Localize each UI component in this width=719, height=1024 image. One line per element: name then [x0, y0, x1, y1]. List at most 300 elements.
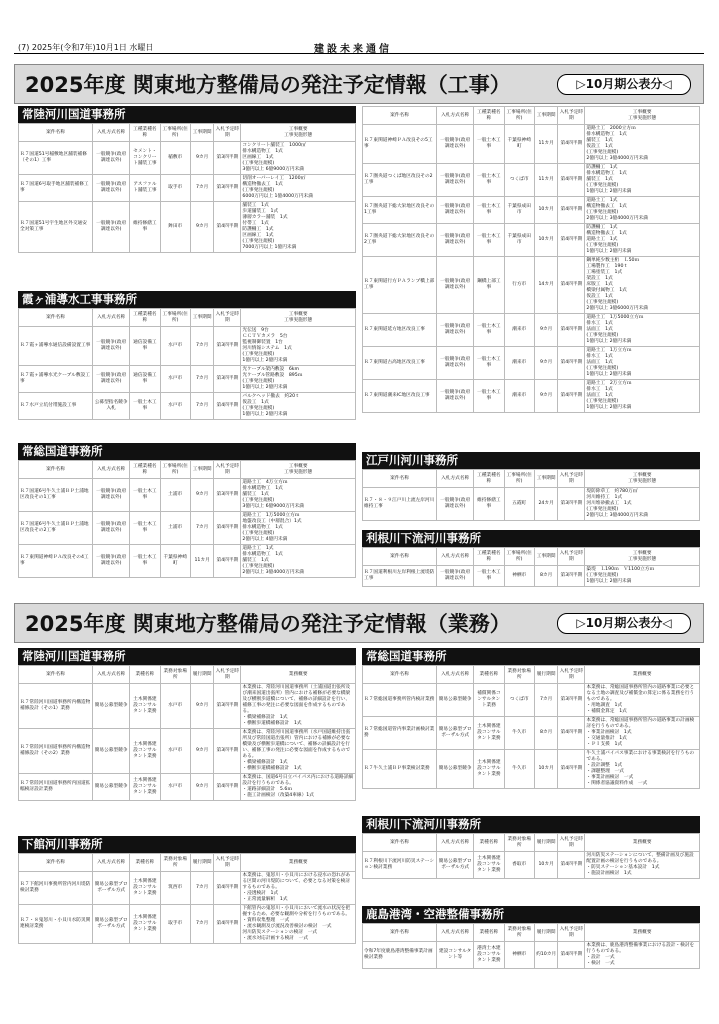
table-cell: 一般競争(政府調達以外) [437, 257, 474, 314]
works-banner [14, 64, 704, 104]
table-cell: 9カ月 [190, 684, 214, 729]
column-header: 工種業種名称 [130, 309, 160, 327]
services-section-joso [362, 648, 700, 789]
works-table [362, 547, 700, 587]
column-header: 入札予定時期 [558, 924, 585, 942]
table-cell: 第4四半期 [214, 202, 241, 253]
table-row [19, 479, 356, 512]
table-cell: 筑西市 [160, 872, 190, 905]
column-header: 案件名称 [363, 924, 437, 942]
table-cell: 鉾田市 [160, 202, 190, 253]
table-cell: 11カ月 [534, 164, 558, 197]
column-header: 履行期間 [534, 924, 558, 942]
page-header [14, 40, 704, 54]
table-cell: 本業務は、常総国道事務所管内の道路事業の計画検討を行うものである。 ・事業計画検討 1式 ・交通量推計 1式 ・ＰＩ支援 1式 [585, 717, 700, 750]
table-cell: 一般土木工事 [474, 224, 504, 257]
table-cell: 一般競争(政府調達以外) [93, 327, 130, 366]
table-cell: 行方市 [504, 257, 534, 314]
table-cell: 一般土木工事 [474, 380, 504, 413]
table-cell: 簡易公募型競争 [93, 774, 130, 801]
table-cell: 一般競争(政府調達以外) [437, 224, 474, 257]
section-heading: 常陸河川国道事務所 [18, 648, 356, 665]
table-cell: 潮来市 [504, 380, 534, 413]
works-table [18, 123, 356, 253]
table-cell: 牛久土浦バイパス事業における事業検討を行うものである。 ・設計調整 1式 ・課題整理 一式 ・事業計画検討 一式 ・関係者協議資料作成 一式 [585, 750, 700, 789]
table-cell: 7カ月 [190, 872, 214, 905]
works-section-edogawa [362, 452, 700, 521]
column-header: 工種業種名称 [130, 461, 160, 479]
table-cell: 一般競争(政府調達以外) [93, 545, 130, 578]
table-cell: 土浦市 [160, 479, 190, 512]
column-header: 業務対象場所 [160, 666, 190, 684]
column-header: 履行期間 [190, 666, 214, 684]
table-cell: 9カ月 [190, 479, 214, 512]
table-cell: バルクヘッド撤去 約20ｔ 仮設工 1式 (工事発注規模) 1億円以上 2億円未満 [241, 393, 356, 420]
table-cell: Ｒ７東関道行方ＰＡランプ橋上部工事 [363, 257, 437, 314]
column-header: 案件名称 [19, 666, 93, 684]
table-cell: 神栖市 [504, 942, 534, 969]
table-cell: 香取市 [504, 852, 534, 879]
table-cell: 7カ月 [190, 175, 214, 202]
column-header: 入札予定時期 [558, 470, 585, 488]
table-cell: 10カ月 [534, 852, 558, 879]
column-header: 業務対象場所 [504, 666, 534, 684]
table-cell: セメント・コンクリート舗装工事 [130, 142, 160, 175]
table-row [363, 125, 700, 164]
newspaper-name: 建設未来通信 [314, 44, 392, 55]
table-cell: 道路土工 1万立方ｍ 排水工 1式 法面工 1式 (工事発注規模) 1億円以上 2億円未満 [585, 347, 700, 380]
table-cell: 簡易公募型プロポーザル方式 [93, 872, 130, 905]
column-header: 工種業種名称 [474, 470, 504, 488]
table-cell: Ｒ７国道51号稲敷地区舗装補修（その1）工事 [19, 142, 93, 175]
section-heading: 鹿島港湾・空港整備事務所 [362, 906, 700, 923]
column-header: 工事期間 [190, 461, 214, 479]
table-row [19, 202, 356, 253]
table-cell: 土木関係建設コンサルタント業務 [130, 774, 160, 801]
works-table [18, 308, 356, 420]
table-cell: Ｒ７圏央道つくば地区改良その2工事 [363, 164, 437, 197]
column-header: 業務概要 [585, 834, 700, 852]
table-cell: 一般土木工事 [130, 545, 160, 578]
services-banner [14, 603, 704, 643]
table-cell: 水戸市 [160, 393, 190, 420]
table-row [19, 142, 356, 175]
column-header: 工事概要 工事実施形態 [241, 309, 356, 327]
table-cell: 簡易公募型競争 [93, 684, 130, 729]
table-row [19, 872, 356, 905]
column-header: 入札予定時期 [214, 854, 241, 872]
table-cell: Ｒ７利根川下流河川防災ステーション検討業務 [363, 852, 437, 879]
table-cell: 公募型指名競争入札 [93, 393, 130, 420]
works-table [362, 106, 700, 413]
table-cell: 鋼橋上部工事 [474, 257, 504, 314]
table-header-row [363, 470, 700, 488]
table-row [363, 380, 700, 413]
table-cell: Ｒ７常陸河川国道事務所内構造物補修設計（その1）業務 [19, 684, 93, 729]
table-cell: 11カ月 [190, 545, 214, 578]
works-section-tonegawa [362, 530, 700, 587]
table-cell: 本業務は、鬼怒川・小貝川における浸水の恐れがある区間の河川堤防について、必要となる対策を検討するものである。 ・浸透検討 1式 ・正常流量解析 1式 [241, 872, 356, 905]
column-header: 工事期間 [534, 470, 558, 488]
services-table [362, 665, 700, 789]
table-header-row [363, 548, 700, 566]
section-heading: 下館河川事務所 [18, 836, 356, 853]
table-header-row [19, 854, 356, 872]
column-header: 工事場所(住所) [504, 470, 534, 488]
table-cell: 第4四半期 [558, 347, 585, 380]
services-title: 2025年度 関東地方整備局の発注予定情報（業務） [25, 612, 511, 636]
column-header: 業種名称 [130, 854, 160, 872]
table-cell: 第4四半期 [558, 164, 585, 197]
table-cell: 一般競争(政府調達以外) [93, 512, 130, 545]
services-section-shimodate [18, 836, 356, 944]
table-cell: 一般土木工事 [474, 566, 504, 587]
table-header-row [363, 924, 700, 942]
services-section-kashima [362, 906, 700, 969]
table-row [363, 566, 700, 587]
column-header: 入札方式名称 [93, 666, 130, 684]
table-cell: 第4四半期 [558, 257, 585, 314]
table-cell: 道路土工 1万5000立方ｍ 地盤改良工（中層混合）1式 排水構造物工 1式 (工事発注規模) 2億円以上 4億円未満 [241, 512, 356, 545]
table-cell: 9カ月 [190, 202, 214, 253]
table-row [19, 905, 356, 944]
table-cell: 土木関係建設コンサルタント業務 [474, 852, 504, 879]
table-cell: 土木関係建設コンサルタント業務 [130, 684, 160, 729]
column-header: 案件名称 [19, 124, 93, 142]
table-cell: 一般競争(政府調達以外) [437, 488, 474, 521]
table-cell: 道路土工 2万立方ｍ 排水工 1式 法面工 1式 (工事発注規模) 1億円以上 2億円未満 [585, 380, 700, 413]
column-header: 入札方式名称 [437, 666, 474, 684]
table-cell: Ｒ７常総国道事務所管内検討業務 [363, 684, 437, 717]
table-header-row [363, 834, 700, 852]
section-heading: 利根川下流河川事務所 [362, 816, 700, 833]
table-row [363, 684, 700, 717]
table-cell: 築堤 Ｌ190ｍ Ｖ1100立方ｍ (工事発注規模) 1億円以上 2億円未満 [585, 566, 700, 587]
table-cell: 河川防災ステーションについて、整備計画及び施設配置計画の検討を行うものである。 ・防災ステーション基本設計 1式 ・施設計画検討 1式 [585, 852, 700, 879]
table-cell: 第4四半期 [558, 197, 585, 224]
table-cell: 第4四半期 [558, 380, 585, 413]
table-cell: 第4四半期 [214, 512, 241, 545]
column-header: 業務対象場所 [504, 924, 534, 942]
table-cell: 24カ月 [534, 488, 558, 521]
table-row [19, 729, 356, 774]
services-table [18, 853, 356, 944]
column-header: 案件名称 [19, 309, 93, 327]
table-cell: 10カ月 [534, 224, 558, 257]
table-cell: 第3四半期 [214, 366, 241, 393]
works-table [18, 460, 356, 578]
table-cell: 一般土木工事 [474, 197, 504, 224]
table-cell: Ｒ７常陸河川国道事務所内構造物補修設計（その2）業務 [19, 729, 93, 774]
table-cell: 第4四半期 [214, 905, 241, 944]
column-header: 入札予定時期 [214, 666, 241, 684]
column-header: 業務対象場所 [160, 854, 190, 872]
table-row [19, 545, 356, 578]
column-header: 業務対象場所 [504, 834, 534, 852]
table-row [19, 366, 356, 393]
table-cell: 11カ月 [534, 125, 558, 164]
column-header: 入札方式名称 [437, 548, 474, 566]
table-cell: 9カ月 [190, 774, 214, 801]
table-cell: 一般競争(政府調達以外) [93, 366, 130, 393]
works-badge: ▷10月期公表分◁ [557, 74, 691, 95]
table-cell: 土木関係建設コンサルタント業務 [130, 905, 160, 944]
column-header: 案件名称 [19, 854, 93, 872]
table-cell: 9カ月 [190, 729, 214, 774]
table-cell: Ｒ７国道6号牛久土浦ＢＰ土浦地区改良その2工事 [19, 512, 93, 545]
column-header: 入札予定時期 [214, 461, 241, 479]
table-cell: Ｒ７霞ヶ浦導水通信設備設置工事 [19, 327, 93, 366]
table-cell: 舗装工 1式 歩道舗装工 1式 薄層カラー舗装 1式 付帯工 1式 防護柵工 1式 区画線工 1式 (工事発注規模) 7000万円以上 1億円未満 [241, 202, 356, 253]
services-section-tonegawa [362, 816, 700, 879]
table-cell: 7カ月 [190, 512, 214, 545]
table-cell: 7カ月 [190, 327, 214, 366]
table-header-row [19, 309, 356, 327]
table-row [363, 942, 700, 969]
column-header: 業務概要 [241, 666, 356, 684]
column-header: 業種名称 [130, 666, 160, 684]
table-cell: つくば市 [504, 684, 534, 717]
column-header: 工事概要 工事実施形態 [241, 461, 356, 479]
table-cell: 一般競争(政府調達以外) [437, 164, 474, 197]
table-cell: 一般土木工事 [474, 347, 504, 380]
column-header: 入札予定時期 [214, 124, 241, 142]
table-cell: 一般競争(政府調達以外) [437, 566, 474, 587]
table-cell: Ｒ７国道6号牛久土浦ＢＰ土浦地区改良その1工事 [19, 479, 93, 512]
column-header: 工種業種名称 [130, 124, 160, 142]
table-header-row [19, 666, 356, 684]
table-cell: Ｒ７牛久土浦ＢＰ事業検討業務 [363, 750, 437, 789]
table-cell: 第4四半期 [558, 750, 585, 789]
works-section-joso [18, 443, 356, 578]
column-header: 入札方式名称 [437, 924, 474, 942]
table-cell: 第3四半期 [558, 488, 585, 521]
table-cell: 第4四半期 [558, 852, 585, 879]
table-cell: 約10カ月 [534, 942, 558, 969]
column-header: 履行期間 [190, 854, 214, 872]
table-cell: Ｒ７東関道古高地区改良工事 [363, 347, 437, 380]
table-cell: 本業務は、常総国道事務所管内の道路事業に必要となる土地の調査及び補償金の算定に係る業務を行うものである。 ・用地調査 1式 ・補償金算定 1式 [585, 684, 700, 717]
table-cell: 道路土工 1式 排水構造物工 1式 舗装工 1式 (工事発注規模) 2億円以上 3億4000万円未満 [241, 545, 356, 578]
table-cell: 第4四半期 [558, 314, 585, 347]
section-heading: 常陸河川国道事務所 [18, 106, 356, 123]
table-cell: 神栖市 [504, 566, 534, 587]
table-row [363, 717, 700, 750]
table-cell: 港湾土木建設コンサルタント業務 [474, 942, 504, 969]
table-cell: 9カ月 [534, 380, 558, 413]
table-header-row [19, 124, 356, 142]
column-header: 業務概要 [241, 854, 356, 872]
table-cell: 潮来市 [504, 347, 534, 380]
table-cell: アスファルト舗装工事 [130, 175, 160, 202]
table-cell: Ｒ７圏央道下総大栄地区改良その1工事 [363, 197, 437, 224]
table-cell: 光伝送 9台 ＣＣＴＶカメラ 5台 監視制御装置 1台 河川情報システム 1式 (工事発注規模) 1億円以上 2億円未満 [241, 327, 356, 366]
table-cell: 道路土工 1万5000立方ｍ 排水工 1式 法面工 1式 (工事発注規模) 1億円以上 2億円未満 [585, 314, 700, 347]
column-header: 工事場所(住所) [160, 309, 190, 327]
column-header: 案件名称 [363, 107, 437, 125]
table-cell: 切削オーバーレイ工 1200㎡ 構造物撤去工 1式 (工事発注規模) 6000万円以上 1億4000万円未満 [241, 175, 356, 202]
table-cell: 本業務は、常陸河川国道事務所（水戸国道維持出張所及び常陸国道出張所）管内における補修が必要な橋梁及び横断歩道橋について、補修の詳細設計を行い、補修工事の発注に必要な図面を作成するものである。 ・橋梁補修設計 1式 ・横断歩道橋補修設計 1式 [241, 729, 356, 774]
table-cell: 第4四半期 [214, 393, 241, 420]
table-cell: 第4四半期 [558, 717, 585, 750]
table-cell: 9カ月 [190, 142, 214, 175]
table-cell: Ｒ７東関道神崎ＰＡ改良その5工事 [363, 125, 437, 164]
table-cell: 第3四半期 [214, 479, 241, 512]
table-cell: 14カ月 [534, 257, 558, 314]
table-cell: 第4四半期 [214, 545, 241, 578]
column-header: 工事期間 [190, 124, 214, 142]
column-header: 入札方式名称 [437, 834, 474, 852]
table-cell: 簡易公募型プロポーザル方式 [93, 905, 130, 944]
table-cell: 堤防除草工 約780万㎡ 河川維持工 1式 河川堆砂撤去工 1式 (工事発注規模) 2億円以上 3億4000万円未満 [585, 488, 700, 521]
table-cell: 第3四半期 [214, 175, 241, 202]
table-cell: 千葉県成田市 [504, 197, 534, 224]
table-row [19, 327, 356, 366]
table-cell: 10カ月 [534, 197, 558, 224]
column-header: 工事概要 工事実施形態 [241, 124, 356, 142]
table-cell: 第3四半期 [558, 566, 585, 587]
services-section-hitachi [18, 648, 356, 801]
table-cell: 第4四半期 [214, 872, 241, 905]
table-cell: 千葉県神崎町 [504, 125, 534, 164]
column-header: 入札方式名称 [437, 470, 474, 488]
table-cell: 潮来市 [504, 314, 534, 347]
services-badge: ▷10月期公表分◁ [557, 613, 691, 634]
table-cell: Ｒ７東関道延方地区改良工事 [363, 314, 437, 347]
table-row [19, 684, 356, 729]
column-header: 案件名称 [363, 470, 437, 488]
table-row [363, 257, 700, 314]
works-table [362, 469, 700, 521]
table-cell: 補償関係コンサルタント業務 [474, 684, 504, 717]
table-cell: Ｒ７国道51号宇生地区外交通安全対策工事 [19, 202, 93, 253]
table-cell: 通信設備工事 [130, 366, 160, 393]
works-section-hitachi [18, 106, 356, 253]
table-row [19, 175, 356, 202]
issue-line: (7) 2025年(令和7年)10月1日 水曜日 [18, 43, 154, 52]
table-cell: 一般競争(政府調達以外) [93, 479, 130, 512]
table-cell: 道路土工 2000立方ｍ 排水構造物工 1式 舗装工 1式 仮設工 1式 (工事発注規模) 2億円以上 3億4000万円未満 [585, 125, 700, 164]
table-cell: 第3四半期 [214, 142, 241, 175]
table-cell: Ｒ７水戸立坑付帯施設工事 [19, 393, 93, 420]
column-header: 業種名称 [474, 834, 504, 852]
table-cell: Ｒ７・８・９江戸川上流左岸河川維持工事 [363, 488, 437, 521]
table-cell: 9カ月 [534, 314, 558, 347]
table-cell: 通信設備工事 [130, 327, 160, 366]
column-header: 工事場所(住所) [504, 107, 534, 125]
section-heading: 常総国道事務所 [362, 648, 700, 665]
table-cell: 水戸市 [160, 327, 190, 366]
table-row [363, 164, 700, 197]
table-cell: 千葉県神崎町 [160, 545, 190, 578]
table-row [363, 197, 700, 224]
table-cell: 本業務は、国道6号日立バイパス内における道路詳細設計を行うものである。 ・道路詳細設計 5.6ｍ ・施工計画検討（改築4車線）1式 [241, 774, 356, 801]
services-table [362, 923, 700, 969]
table-cell: 土木関係建設コンサルタント業務 [474, 717, 504, 750]
column-header: 案件名称 [363, 548, 437, 566]
table-cell: 10カ月 [534, 750, 558, 789]
table-cell: 7カ月 [190, 366, 214, 393]
table-cell: 稲敷市 [160, 142, 190, 175]
table-cell: 一般土木工事 [474, 314, 504, 347]
table-cell: 道路土工 4万立方ｍ 排水構造物工 1式 舗装工 1式 (工事発注規模) 3億円以上 6億9000万円未満 [241, 479, 356, 512]
table-cell: 一般競争(政府調達以外) [437, 314, 474, 347]
table-header-row [363, 666, 700, 684]
table-cell: Ｒ７・８鬼怒川・小貝川水防災関連検討業務 [19, 905, 93, 944]
table-row [363, 488, 700, 521]
table-cell: 一般競争(政府調達以外) [437, 125, 474, 164]
table-cell: 第4四半期 [558, 942, 585, 969]
works-section-kasumigaura [18, 291, 356, 420]
table-cell: Ｒ７常陸河川国道事務所内国道拡幅検討設計業務 [19, 774, 93, 801]
column-header: 履行期間 [534, 834, 558, 852]
table-cell: 千葉県成田市 [504, 224, 534, 257]
table-cell: 土木関係建設コンサルタント業務 [474, 750, 504, 789]
table-row [19, 393, 356, 420]
table-cell: 簡易公募型プロポーザル方式 [437, 852, 474, 879]
table-cell: Ｒ７霞ヶ浦導水光ケーブル敷設工事 [19, 366, 93, 393]
column-header: 入札予定時期 [558, 548, 585, 566]
table-row [19, 512, 356, 545]
column-header: 業務概要 [585, 924, 700, 942]
section-heading: 利根川下流河川事務所 [362, 530, 700, 547]
table-cell: Ｒ７下館河川事務所管内河川堤防検討業務 [19, 872, 93, 905]
table-cell: Ｒ７常総国道管内事業計画検討業務 [363, 717, 437, 750]
column-header: 履行期間 [534, 666, 558, 684]
table-cell: 一般土木工事 [130, 479, 160, 512]
table-cell: Ｒ７東関道神崎ＰＡ改良その4工事 [19, 545, 93, 578]
table-cell: 牛久市 [504, 717, 534, 750]
table-cell: Ｒ７東関道潮来IC地区改良工事 [363, 380, 437, 413]
column-header: 業種名称 [474, 666, 504, 684]
table-cell: 7カ月 [190, 393, 214, 420]
table-cell: Ｒ７圏央道下総大栄地区改良その2工事 [363, 224, 437, 257]
table-row [363, 750, 700, 789]
table-row [363, 347, 700, 380]
table-cell: 簡易公募型プロポーザル方式 [437, 717, 474, 750]
column-header: 入札方式名称 [93, 461, 130, 479]
table-cell: 一般競争(政府調達以外) [437, 197, 474, 224]
table-cell: 下館管内の鬼怒川・小貝川において流水の状況を把握するため、必要な観測や分析を行うものである。 ・資料収集整理 一式 ・流水観測及び流況改善検討の検討 一式 河川防災ステーションの検討 一式 ・流水対応計画する検討 一式 [241, 905, 356, 944]
table-cell: 本業務は、常陸河川国道事務所（土浦国道出張所及び潮来国道出張所）管内における補修が必要な橋梁及び横断歩道橋について、補修の詳細設計を行い、補修工事の発注に必要な図面を作成するものである。 ・橋梁補修設計 1式 ・横断歩道橋補修設計 1式 [241, 684, 356, 729]
table-cell: 簡易公募型競争 [437, 750, 474, 789]
table-cell: Ｒ７国道6号取手地区舗装補修工事 [19, 175, 93, 202]
column-header: 案件名称 [19, 461, 93, 479]
table-cell: 一般競争(政府調達以外) [437, 347, 474, 380]
table-row [363, 314, 700, 347]
column-header: 工事概要 工事実施形態 [585, 107, 700, 125]
table-cell: 取手市 [160, 175, 190, 202]
column-header: 工事場所(住所) [160, 124, 190, 142]
column-header: 工事場所(住所) [160, 461, 190, 479]
services-table [18, 665, 356, 801]
table-row [19, 774, 356, 801]
column-header: 入札予定時期 [214, 309, 241, 327]
column-header: 入札方式名称 [437, 107, 474, 125]
section-heading: 霞ヶ浦導水工事事務所 [18, 291, 356, 308]
table-cell: 道路土工 1式 構造物撤去工 1式 (工事発注規模) 2億円以上 3億4000万円未満 [585, 197, 700, 224]
works-section-joso-cont [362, 106, 700, 413]
table-cell: 建設コンサルタント等 [437, 942, 474, 969]
column-header: 工種業種名称 [474, 107, 504, 125]
table-header-row [363, 107, 700, 125]
services-table [362, 833, 700, 879]
table-cell: 水戸市 [160, 684, 190, 729]
column-header: 工事場所(住所) [504, 548, 534, 566]
table-cell: 水戸市 [160, 366, 190, 393]
column-header: 業種名称 [474, 924, 504, 942]
table-cell: Ｒ７国道利根川左岸利根上流堤防工事 [363, 566, 437, 587]
